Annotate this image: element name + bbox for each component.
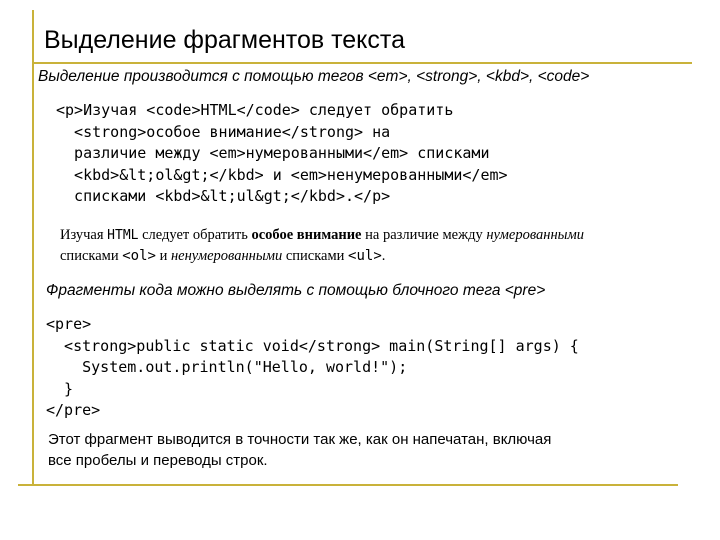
rendered-text: Изучая — [60, 227, 108, 243]
code-line: различие между <em>нумерованными</em> списками — [56, 144, 490, 162]
code-line: </pre> — [46, 401, 101, 419]
rendered-text: следует обратить — [138, 227, 252, 243]
code-line: <pre> — [46, 315, 92, 333]
rendered-text: списками — [282, 248, 349, 264]
section-heading: Фрагменты кода можно выделять с помощью блочного тега <pre> — [46, 282, 546, 299]
rendered-text: и — [155, 248, 171, 264]
pre-code-example — [46, 314, 579, 422]
rendered-text: на различие между — [361, 227, 487, 243]
rendered-text: списками — [60, 248, 123, 264]
code-line: списками <kbd>&lt;ul&gt;</kbd>.</p> — [56, 187, 391, 205]
rendered-output-example — [60, 225, 620, 267]
rendered-text: . — [381, 248, 386, 264]
code-line: System.out.println("Hello, world!"); — [46, 358, 408, 376]
rendered-em: нумерованными — [486, 227, 584, 243]
code-line: <strong>особое внимание</strong> на — [56, 122, 391, 141]
rendered-kbd: <ul> — [348, 248, 382, 264]
bottom-accent-rule — [18, 484, 678, 486]
title-underline-rule — [32, 62, 692, 64]
rendered-kbd: <ol> — [122, 248, 156, 264]
code-line: <strong>public static void</strong> main(String[] args) { — [46, 336, 579, 355]
code-line: <kbd>&lt;ol&gt;</kbd> и <em>ненумерованными</em> — [56, 165, 508, 184]
conclusion-text — [48, 429, 551, 471]
slide-subtitle: Выделение производится с помощью тегов <em>, <strong>, <kbd>, <code> — [38, 68, 590, 85]
rendered-strong: особое внимание — [251, 227, 362, 243]
code-line: } — [46, 379, 74, 398]
conclusion-line: Этот фрагмент выводится в точности так же, как он напечатан, включая — [48, 431, 552, 448]
code-line: <p>Изучая <code>HTML</code> следует обратить — [56, 101, 454, 119]
rendered-em: ненумерованными — [170, 248, 283, 264]
rendered-code: HTML — [107, 228, 139, 243]
html-code-example — [56, 100, 508, 208]
slide-title: Выделение фрагментов текста — [44, 26, 405, 54]
vertical-accent-rule — [32, 10, 34, 485]
conclusion-line: все пробелы и переводы строк. — [48, 452, 268, 469]
